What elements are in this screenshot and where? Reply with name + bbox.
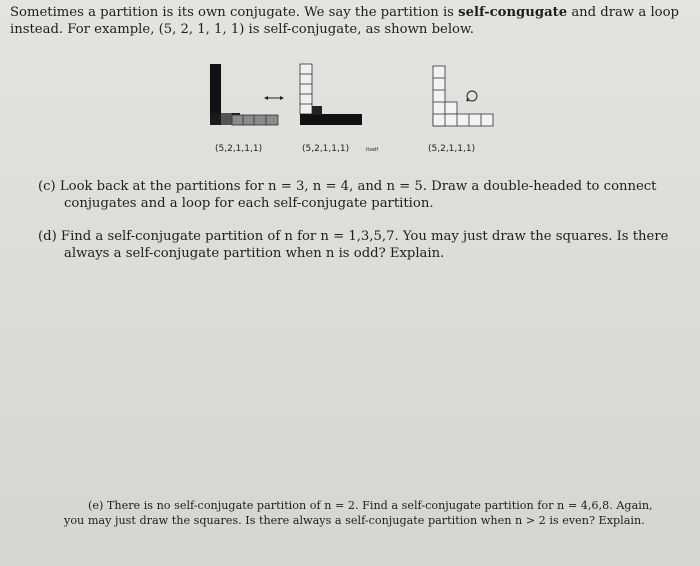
intro-text-2: and draw a loop instead. For example, (5, 2, 1, 1, 1) is self-conjugate, as shown below. bbox=[10, 5, 679, 37]
intro-paragraph bbox=[10, 4, 694, 38]
intro-text-1: Sometimes a partition is its own conjugate. We say the partition is bbox=[10, 5, 459, 20]
young-diagram-3 bbox=[433, 66, 493, 126]
figure-2-caption: (5,2,1,1,1) bbox=[302, 144, 350, 154]
figure-3-caption: (5,2,1,1,1) bbox=[428, 144, 476, 154]
double-arrow-icon bbox=[264, 96, 284, 100]
question-d-text: (d) Find a self-conjugate partition of n for n = 1,3,5,7. You may just draw the squares. Is there always a self-conjugate partition when n is odd? Explain. bbox=[38, 229, 669, 261]
figure-1-caption: (5,2,1,1,1) bbox=[215, 144, 263, 154]
question-d bbox=[38, 228, 678, 262]
question-e bbox=[64, 498, 664, 528]
question-c bbox=[38, 178, 678, 212]
partition-figures bbox=[200, 58, 500, 158]
loop-icon bbox=[466, 91, 477, 102]
young-diagram-1 bbox=[210, 64, 278, 125]
figure-2-note: itself bbox=[366, 147, 379, 153]
question-c-text: (c) Look back at the partitions for n = 3, n = 4, and n = 5. Draw a double-headed to connect conjugates and a loop for each self-conjugate partition. bbox=[38, 179, 657, 211]
young-diagram-2 bbox=[300, 64, 362, 125]
question-e-text: (e) There is no self-conjugate partition of n = 2. Find a self-conjugate partition for n = 4,6,8. Again, you may just draw the squares. Is there always a self-conjugate partition when n > 2 is even? Explain. bbox=[64, 499, 653, 527]
intro-bold-term: self-congugate bbox=[458, 5, 568, 20]
